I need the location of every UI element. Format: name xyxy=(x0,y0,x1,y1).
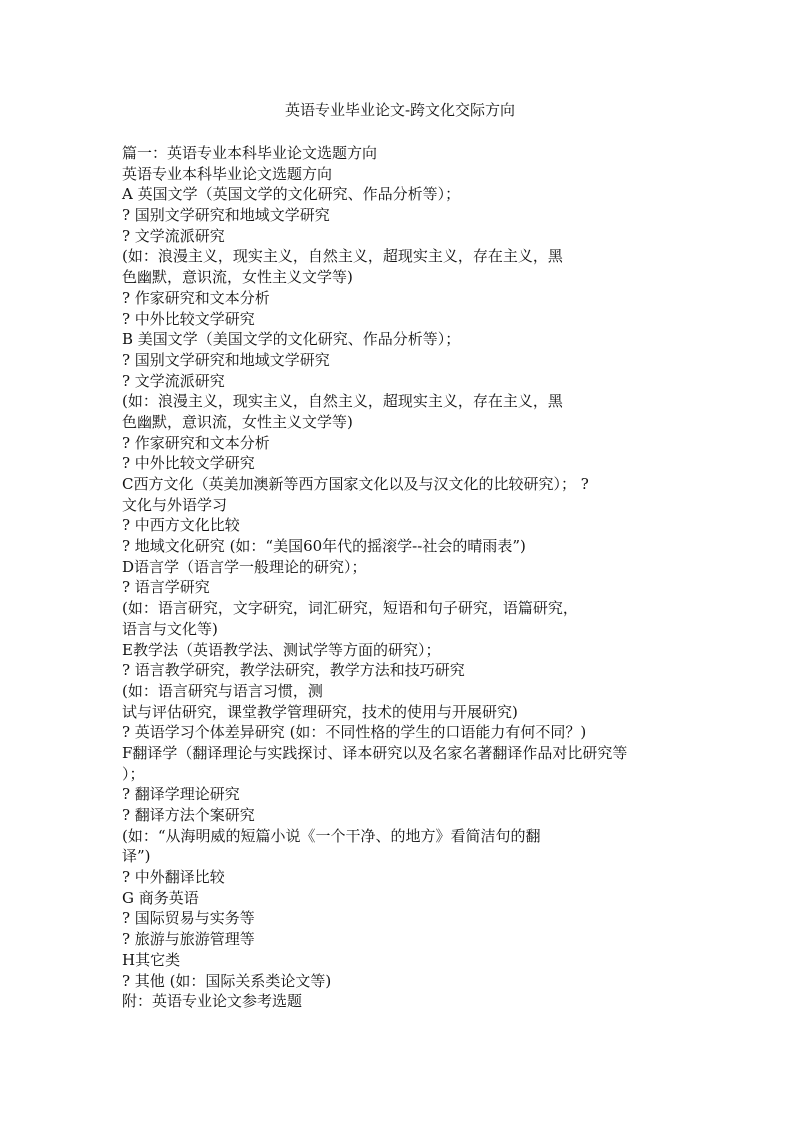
text-line: ? 翻译学理论研究 xyxy=(122,785,240,804)
text-line: ? 文学流派研究 xyxy=(122,371,225,390)
text-line: ? 地域文化研究 (如：“美国60年代的摇滚学--社会的晴雨表”) xyxy=(122,537,526,556)
text-line: ? 作家研究和文本分析 xyxy=(122,288,270,307)
text-line: H其它类 xyxy=(122,950,181,969)
text-line: ? 中西方文化比较 xyxy=(122,516,240,535)
text-line: E教学法（英语教学法、测试学等方面的研究）； xyxy=(122,640,441,659)
text-line: 试与评估研究，课堂教学管理研究，技术的使用与开展研究) xyxy=(122,702,518,721)
text-line: ? 语言学研究 xyxy=(122,578,210,597)
text-line: 英语专业本科毕业论文选题方向 xyxy=(122,164,333,183)
text-line: 篇一：英语专业本科毕业论文选题方向 xyxy=(122,144,378,162)
text-line: ? 文学流派研究 xyxy=(122,226,225,245)
text-line: ? 旅游与旅游管理等 xyxy=(122,930,255,949)
text-line: 语言与文化等) xyxy=(122,619,218,638)
text-line: G 商务英语 xyxy=(122,888,199,907)
text-line: B 美国文学（美国文学的文化研究、作品分析等）； xyxy=(122,330,461,349)
text-line: D语言学（语言学一般理论的研究）； xyxy=(122,557,367,576)
text-line: ? 国际贸易与实务等 xyxy=(122,909,255,928)
text-line: ? 语言教学研究，教学法研究，教学方法和技巧研究 xyxy=(122,661,465,680)
text-line: (如：语言研究与语言习惯，测 xyxy=(122,681,323,700)
text-line: (如：语言研究，文字研究，词汇研究，短语和句子研究，语篇研究， xyxy=(122,599,578,618)
text-line: 色幽默，意识流，女性主义文学等) xyxy=(122,268,353,287)
text-line: (如：浪漫主义，现实主义，自然主义，超现实主义，存在主义，黑 xyxy=(122,392,563,411)
text-line: ? 国别文学研究和地域文学研究 xyxy=(122,206,330,225)
text-line: A 英国文学（英国文学的文化研究、作品分析等）； xyxy=(122,185,461,204)
text-line: 色幽默，意识流，女性主义文学等) xyxy=(122,412,353,431)
text-line: (如：“从海明威的短篇小说《一个干净、的地方》看简洁句的翻 xyxy=(122,826,541,845)
text-line: ? 翻译方法个案研究 xyxy=(122,806,255,824)
text-line: ? 其他 (如：国际关系类论文等) xyxy=(122,971,332,990)
text-line: ? 中外比较文学研究 xyxy=(122,309,255,328)
text-line: 文化与外语学习 xyxy=(122,495,228,514)
text-line: ? 国别文学研究和地域文学研究 xyxy=(122,350,330,369)
text-line: (如：浪漫主义，现实主义，自然主义，超现实主义，存在主义，黑 xyxy=(122,247,563,266)
text-line: C西方文化（英美加澳新等西方国家文化以及与汉文化的比较研究）； ? xyxy=(122,475,589,493)
text-line: ）； xyxy=(122,764,145,783)
text-line: ? 中外比较文学研究 xyxy=(122,454,255,473)
text-line: 译”) xyxy=(122,847,151,866)
text-line: ? 作家研究和文本分析 xyxy=(122,433,270,452)
text-line: 附：英语专业论文参考选题 xyxy=(122,992,303,1011)
document-body xyxy=(122,143,682,1012)
text-line: ? 中外翻译比较 xyxy=(122,868,225,887)
text-line: F翻译学（翻译理论与实践探讨、译本研究以及名家名著翻译作品对比研究等 xyxy=(122,743,628,762)
document-title: 英语专业毕业论文-跨文化交际方向 xyxy=(284,101,516,119)
text-line: ? 英语学习个体差异研究 (如：不同性格的学生的口语能力有何不同？) xyxy=(122,723,587,742)
